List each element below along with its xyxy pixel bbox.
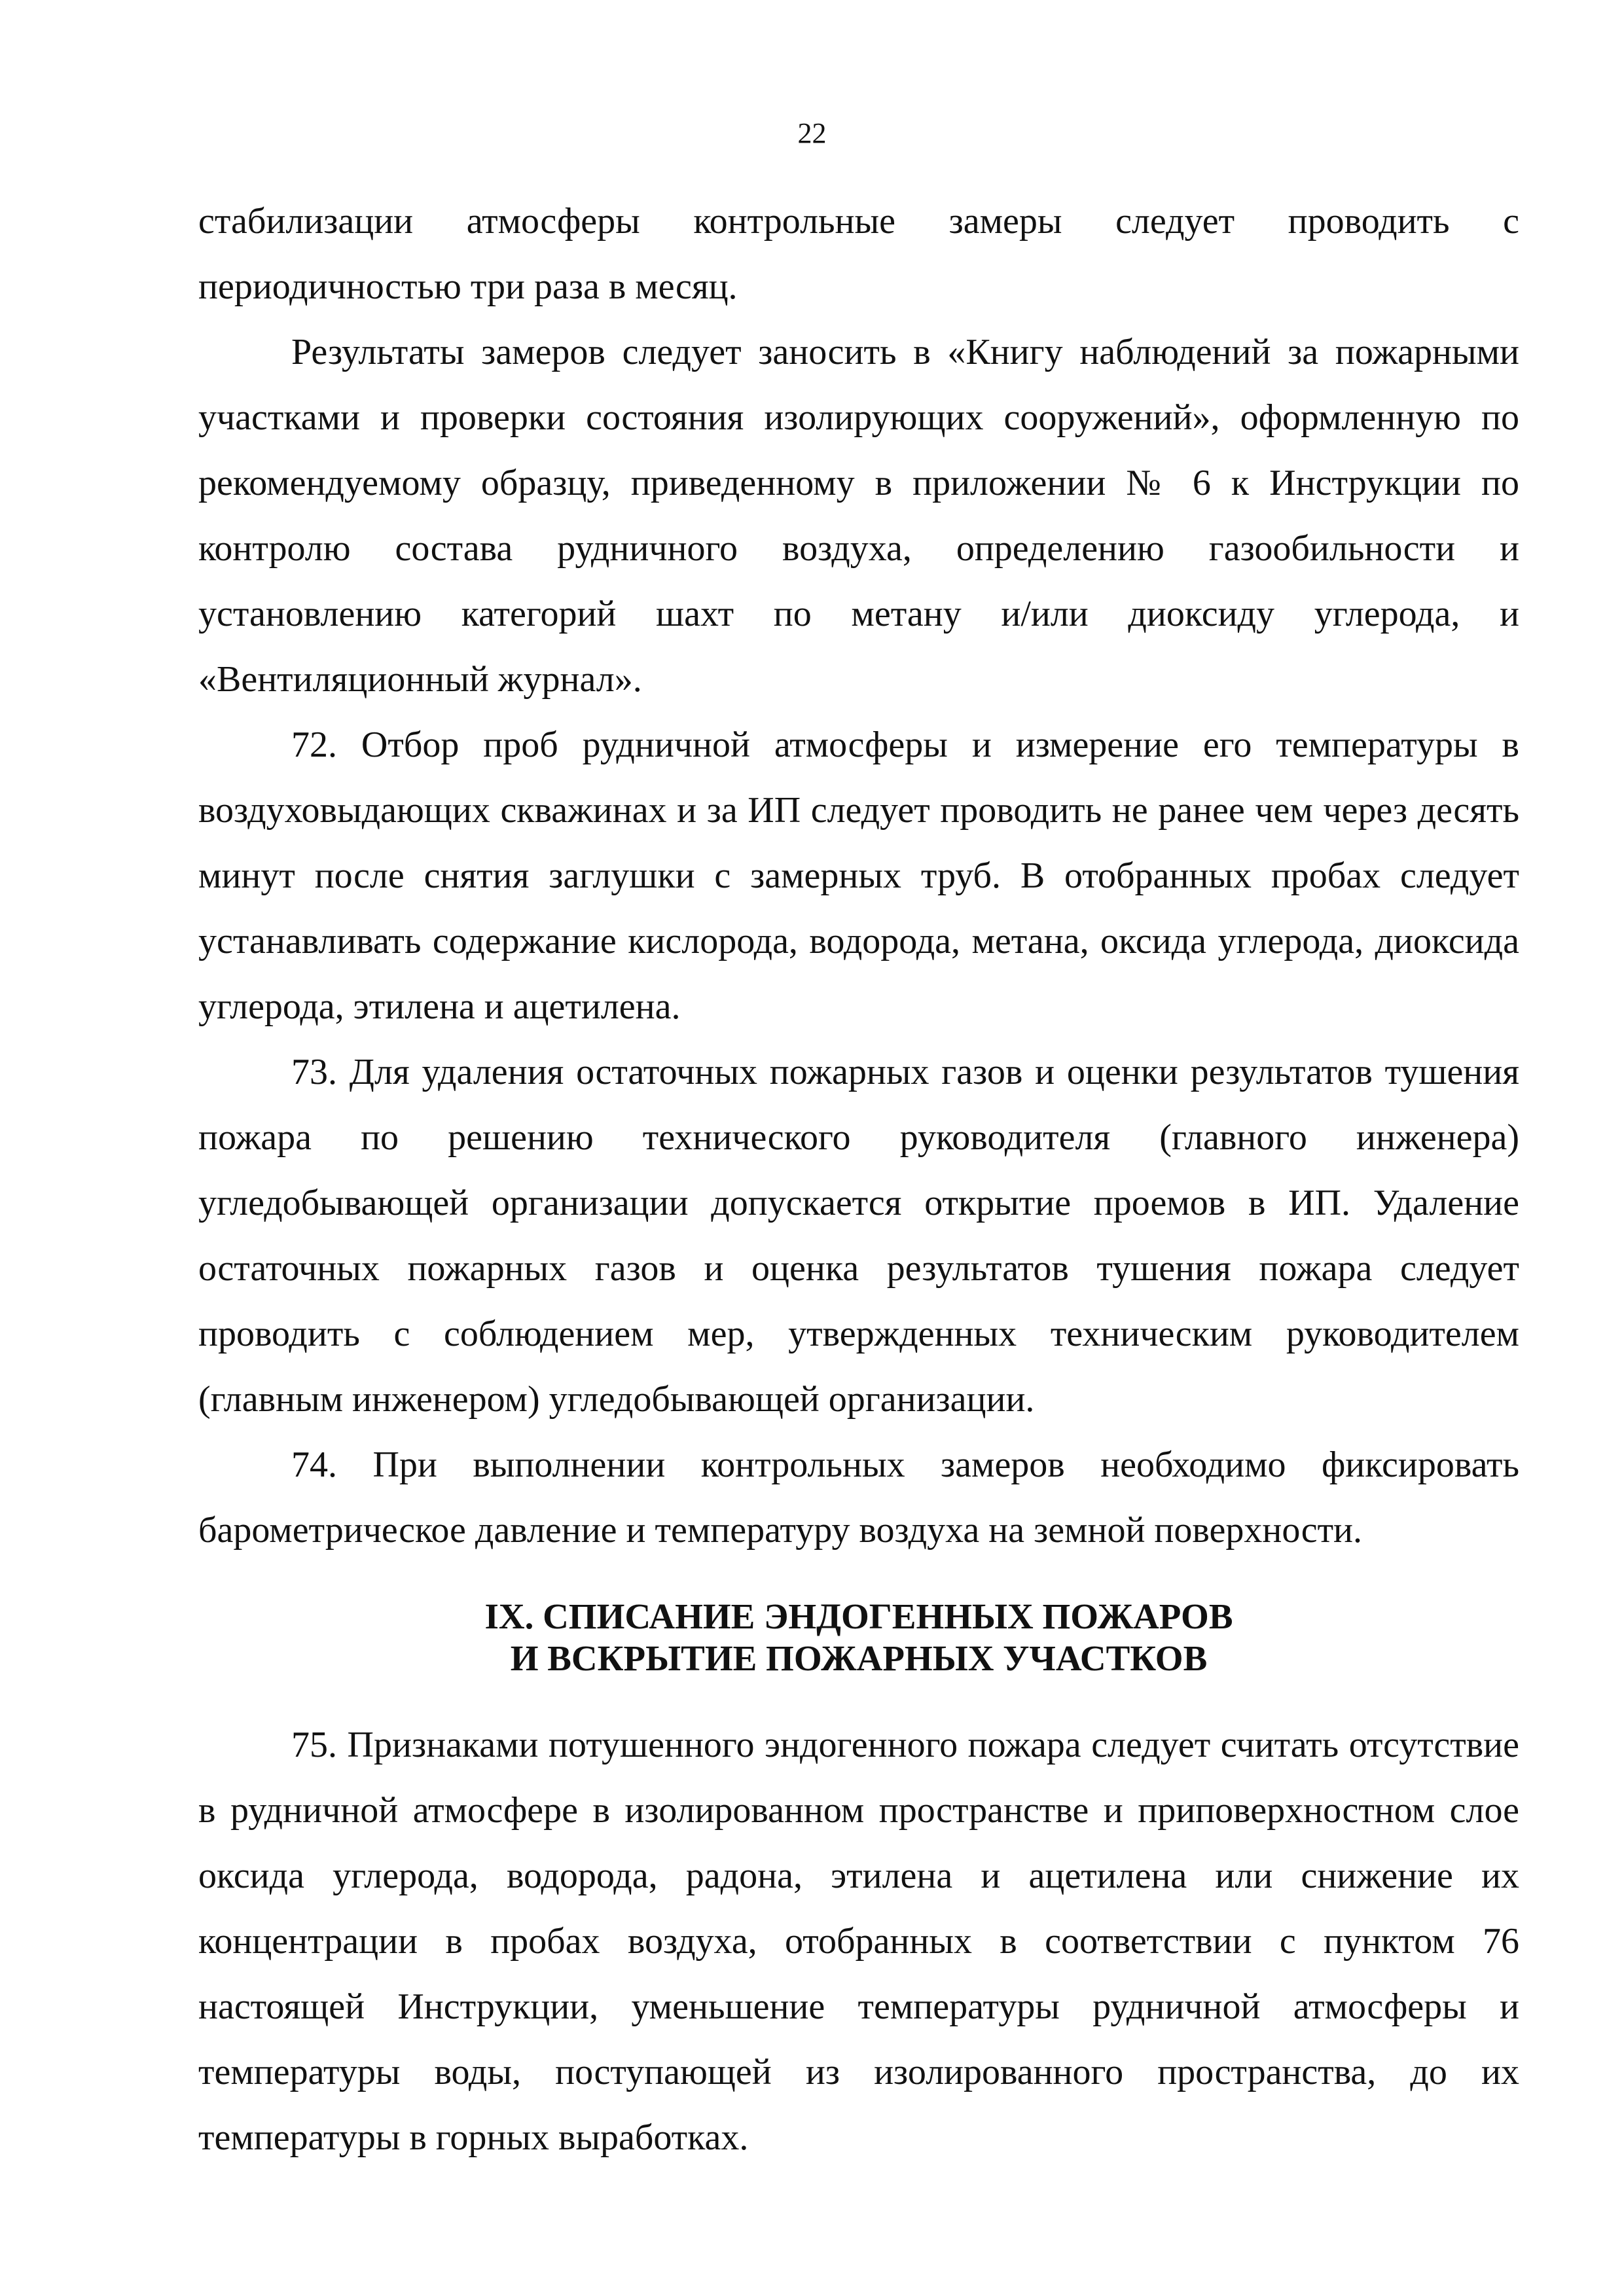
paragraph-74: 74. При выполнении контрольных замеров необходимо фиксировать барометрическое давление и температуру воздуха на земной поверхности. bbox=[198, 1444, 1519, 1551]
page-number: 22 bbox=[797, 117, 827, 149]
paragraph-75: 75. Признаками потушенного эндогенного пожара следует считать отсутствие в рудничной атмосфере в изолированном пространстве и приповерхностном слое оксида углерода, водорода, радона, этилена и ацетилена или снижение их концентрации в пробах воздуха, отобранных в соответствии с пунктом 76 настоящей Инструкции, уменьшение температуры рудничной атмосферы и температуры воды, поступающей из изолированного пространства, до их температуры в горных выработках. bbox=[198, 1725, 1519, 2158]
document-body bbox=[198, 188, 1519, 2170]
section-heading bbox=[198, 1596, 1519, 1679]
paragraph-73: 73. Для удаления остаточных пожарных газов и оценки результатов тушения пожара по решению технического руководителя (главного инженера) угледобывающей организации допускается открытие проемов в ИП. Удаление остаточных пожарных газов и оценка результатов тушения пожара следует проводить с соблюдением мер, утвержденных техническим руководителем (главным инженером) угледобывающей организации. bbox=[198, 1052, 1519, 1420]
section-heading-line-1: IX. СПИСАНИЕ ЭНДОГЕННЫХ ПОЖАРОВ bbox=[484, 1596, 1233, 1636]
paragraph-results-recording: Результаты замеров следует заносить в «Книгу наблюдений за пожарными участками и проверки состояния изолирующих сооружений», оформленную по рекомендуемому образцу, приведенному в приложении № 6 к Инструкции по контролю состава рудничного воздуха, определению газообильности и установлению категорий шахт по метану и/или диоксиду углерода, и «Вентиляционный журнал». bbox=[198, 332, 1519, 700]
paragraph-72: 72. Отбор проб рудничной атмосферы и измерение его температуры в воздуховыдающих скважинах и за ИП следует проводить не ранее чем через десять минут после снятия заглушки с замерных труб. В отобранных пробах следует устанавливать содержание кислорода, водорода, метана, оксида углерода, диоксида углерода, этилена и ацетилена. bbox=[198, 725, 1519, 1027]
paragraph-continuation: стабилизации атмосферы контрольные замеры следует проводить с периодичностью три раза в месяц. bbox=[198, 201, 1519, 307]
section-heading-line-2: И ВСКРЫТИЕ ПОЖАРНЫХ УЧАСТКОВ bbox=[510, 1638, 1208, 1678]
